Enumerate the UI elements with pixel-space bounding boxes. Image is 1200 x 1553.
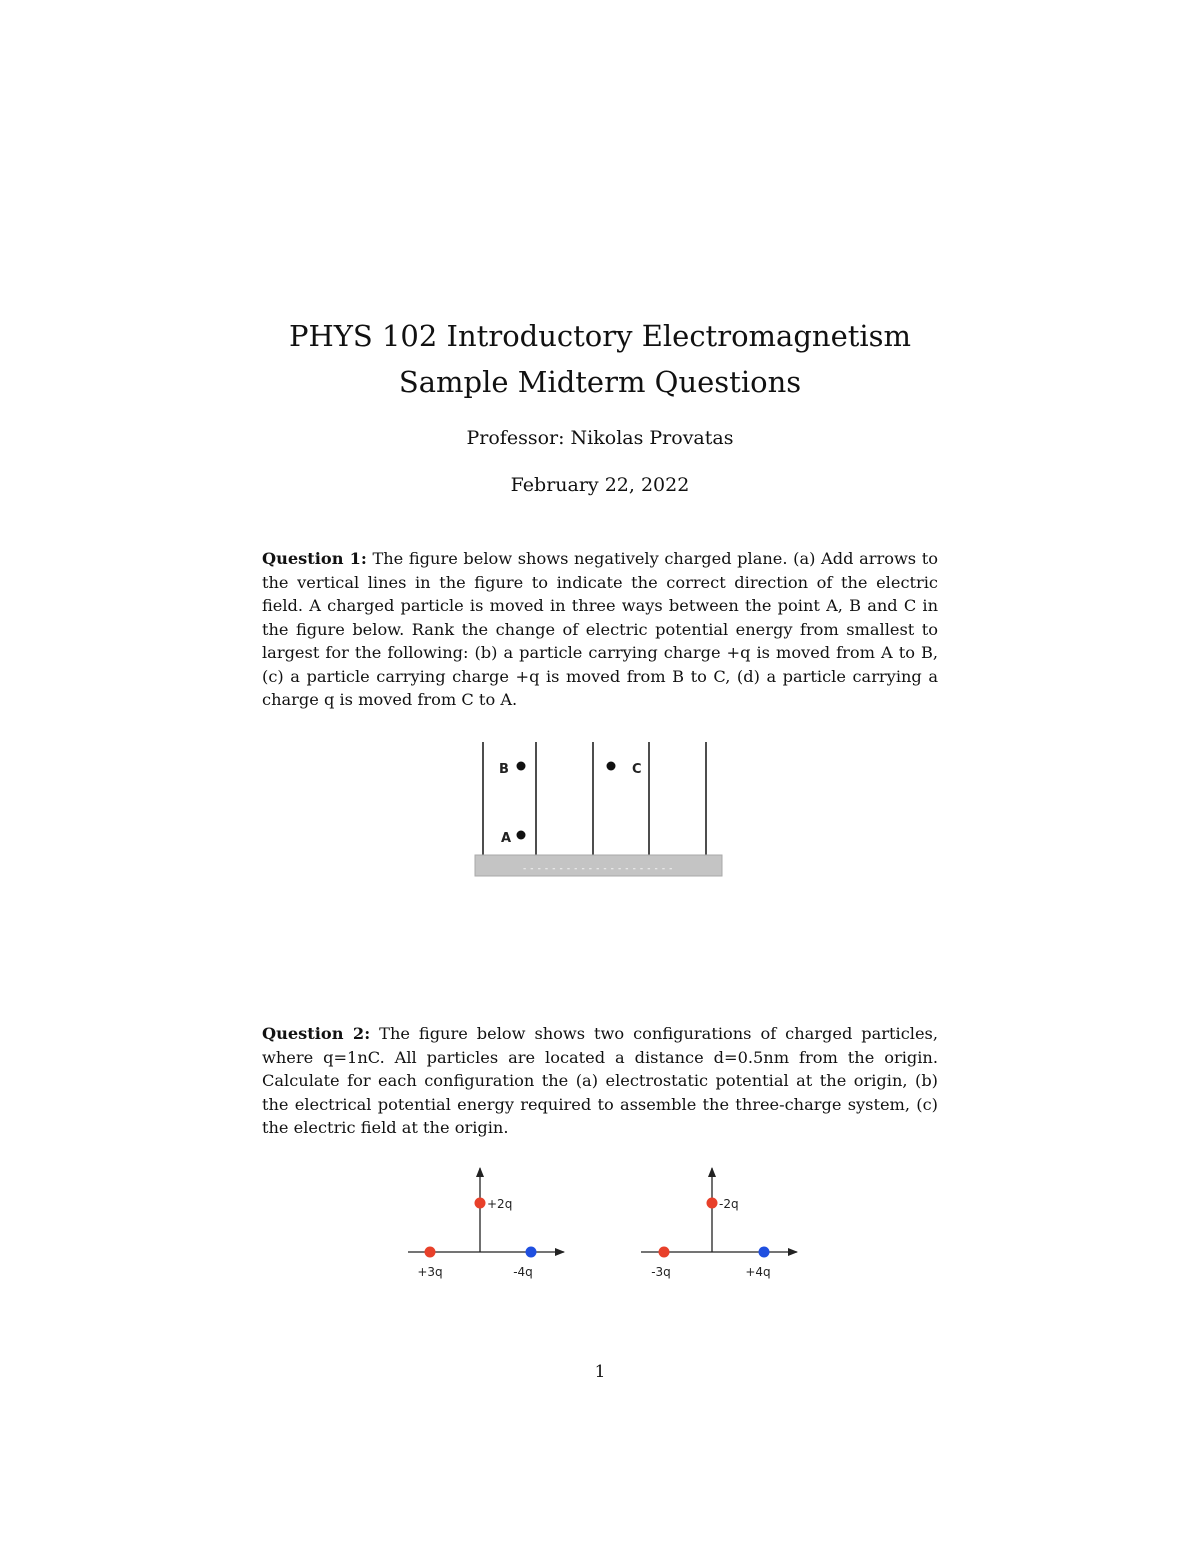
config-2-right-charge xyxy=(759,1247,770,1258)
point-c-dot xyxy=(607,762,616,771)
config-1-right-charge xyxy=(526,1247,537,1258)
professor-line: Professor: Nikolas Provatas xyxy=(466,427,734,449)
point-a-label: A xyxy=(501,831,512,846)
page-number: 1 xyxy=(594,1362,606,1382)
config-1-top-label: +2q xyxy=(487,1197,513,1211)
charged-plane-figure xyxy=(470,738,728,880)
point-a-dot xyxy=(517,831,526,840)
config-1-left-label: +3q xyxy=(417,1265,443,1279)
question-2-text: The figure below shows two configurations of charged particles, where q=1nC. All particles are located a distance d=0.5nm from the origin. Calculate for each configuration the (a) electrostatic potential at the origin, (b) the electrical potential energy required to assemble the three-charge system, (c) the electric field at the origin. xyxy=(262,1024,938,1137)
config-2-right-label: +4q xyxy=(745,1265,771,1279)
config-1-left-charge xyxy=(425,1247,436,1258)
date-line: February 22, 2022 xyxy=(510,474,690,496)
configuration-2 xyxy=(641,1168,797,1279)
question-2-label: Question 2: xyxy=(262,1024,371,1043)
config-1-top-charge xyxy=(475,1198,486,1209)
config-2-top-label: -2q xyxy=(719,1197,739,1211)
document-title: PHYS 102 Introductory Electromagnetism xyxy=(288,319,912,353)
field-lines xyxy=(483,742,706,856)
point-b-label: B xyxy=(499,762,509,777)
config-1-right-label: -4q xyxy=(513,1265,533,1279)
configuration-1 xyxy=(408,1168,564,1279)
point-b-dot xyxy=(517,762,526,771)
config-2-left-label: -3q xyxy=(651,1265,671,1279)
plane-negative-marks: - - - - - - - - - - - - - - - - - - - - - xyxy=(522,864,674,874)
charge-configurations-figure xyxy=(398,1160,808,1290)
question-2 xyxy=(262,1022,938,1140)
config-2-top-charge xyxy=(707,1198,718,1209)
point-c-label: C xyxy=(632,762,642,777)
question-1-label: Question 1: xyxy=(262,549,367,568)
document-subtitle: Sample Midterm Questions xyxy=(398,365,802,399)
config-2-left-charge xyxy=(659,1247,670,1258)
question-1-text: The figure below shows negatively charged plane. (a) Add arrows to the vertical lines in the figure to indicate the correct direction of the electric field. A charged particle is moved in three ways between the point A, B and C in the figure below. Rank the change of electric potential energy from smallest to largest for the following: (b) a particle carrying charge +q is moved from A to B, (c) a particle carrying charge +q is moved from B to C, (d) a particle carrying a charge q is moved from C to A. xyxy=(262,549,938,709)
question-1 xyxy=(262,547,938,712)
